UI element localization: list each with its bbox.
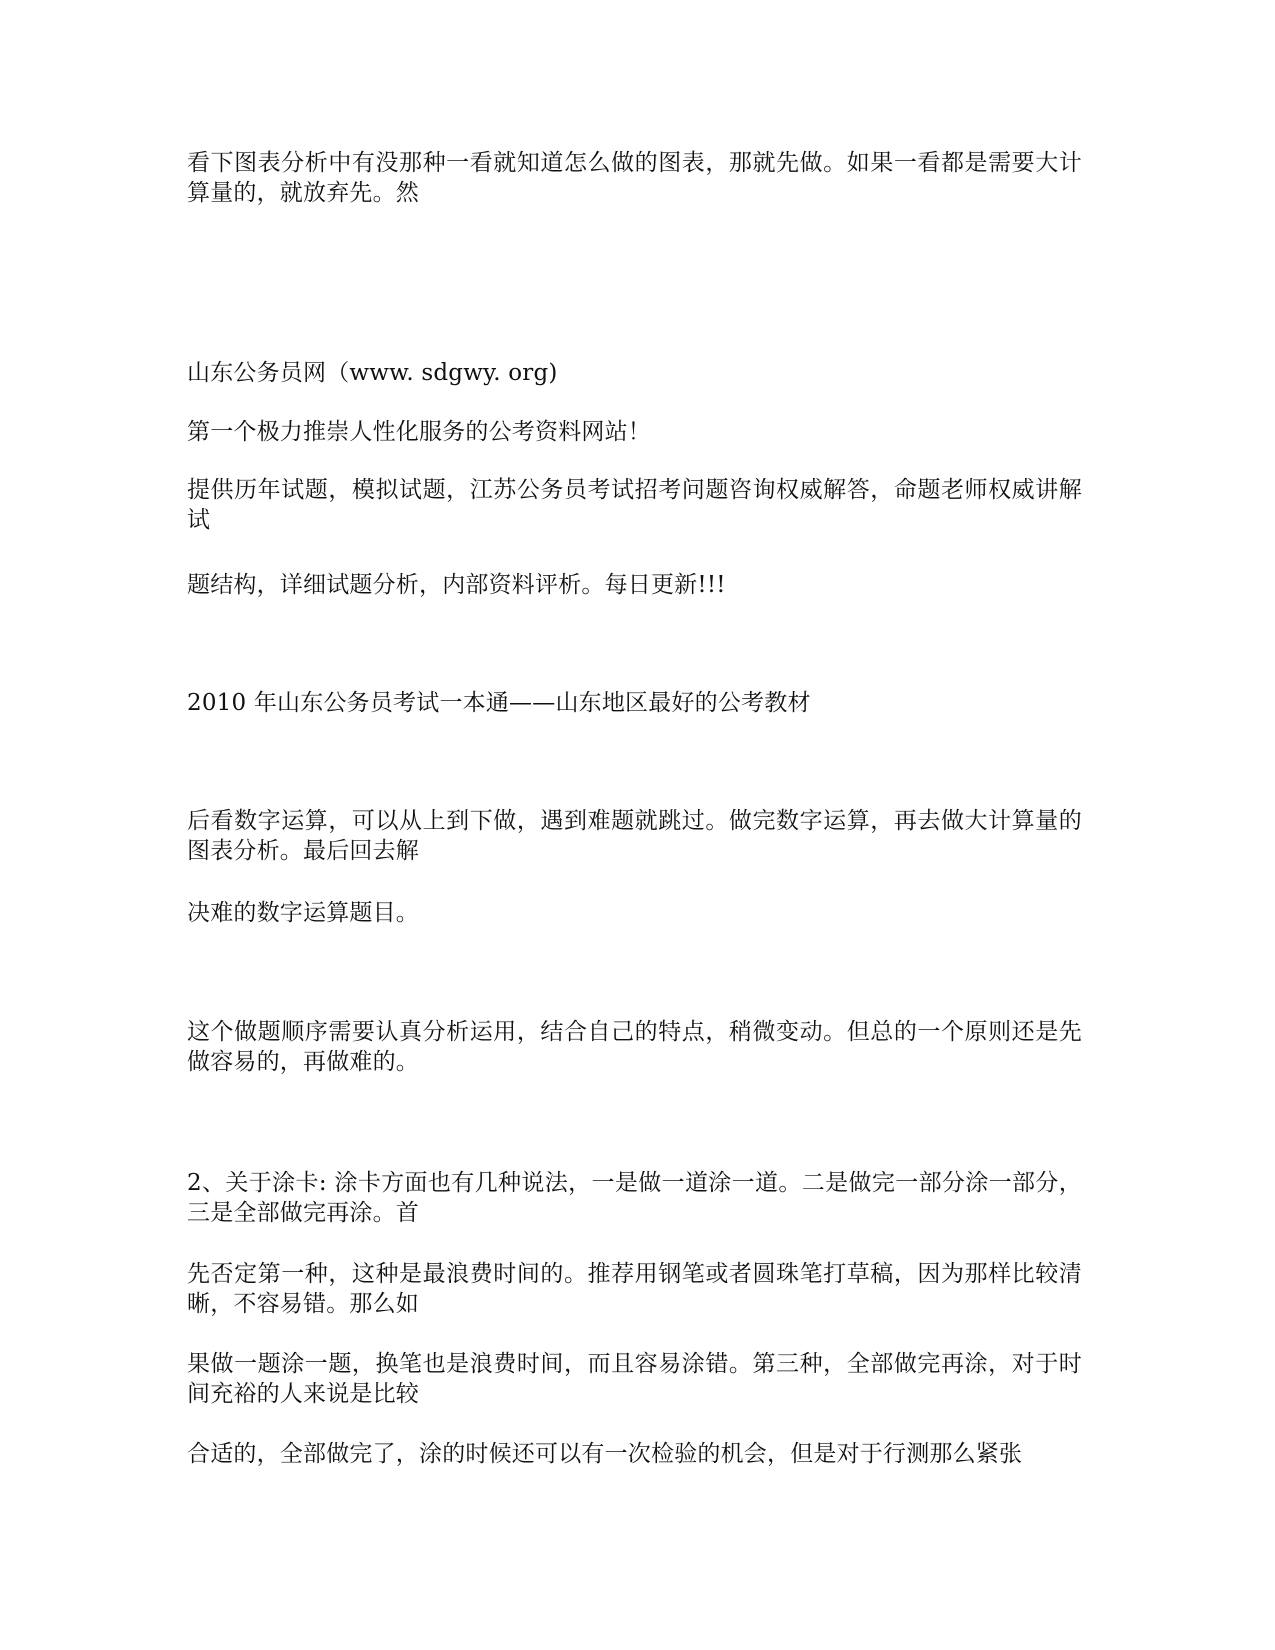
paragraph-website-updates: 题结构，详细试题分析，内部资料评析。每日更新!!!	[187, 572, 726, 598]
paragraph-chart-analysis: 看下图表分析中有没那种一看就知道怎么做的图表，那就先做。如果一看都是需要大计算量的，就放弃先。然	[187, 150, 1082, 206]
paragraph-answer-sheet-third: 果做一题涂一题，换笔也是浪费时间，而且容易涂错。第三种，全部做完再涂，对于时间充裕的人来说是比较	[187, 1351, 1082, 1407]
paragraph-answer-sheet-intro: 2、关于涂卡: 涂卡方面也有几种说法，一是做一道涂一道。二是做完一部分涂一部分，三是全部做完再涂。首	[187, 1170, 1082, 1226]
paragraph-website-name: 山东公务员网（www. sdgwy. org)	[187, 360, 558, 386]
paragraph-numeric-operations: 后看数字运算，可以从上到下做，遇到难题就跳过。做完数字运算，再去做大计算量的图表分析。最后回去解	[187, 808, 1082, 864]
paragraph-hard-problems: 决难的数字运算题目。	[187, 900, 419, 926]
paragraph-textbook-ad: 2010 年山东公务员考试一本通——山东地区最好的公考教材	[187, 690, 811, 716]
paragraph-answer-sheet-conclusion: 合适的，全部做完了，涂的时候还可以有一次检验的机会，但是对于行测那么紧张	[187, 1441, 1023, 1467]
paragraph-website-slogan: 第一个极力推崇人性化服务的公考资料网站！	[187, 419, 651, 445]
paragraph-order-principle: 这个做题顺序需要认真分析运用，结合自己的特点，稍微变动。但总的一个原则还是先做容易的，再做难的。	[187, 1019, 1082, 1075]
paragraph-answer-sheet-first: 先否定第一种，这种是最浪费时间的。推荐用钢笔或者圆珠笔打草稿，因为那样比较清晰，不容易错。那么如	[187, 1261, 1082, 1317]
paragraph-website-services: 提供历年试题，模拟试题，江苏公务员考试招考问题咨询权威解答，命题老师权威讲解试	[187, 477, 1082, 533]
